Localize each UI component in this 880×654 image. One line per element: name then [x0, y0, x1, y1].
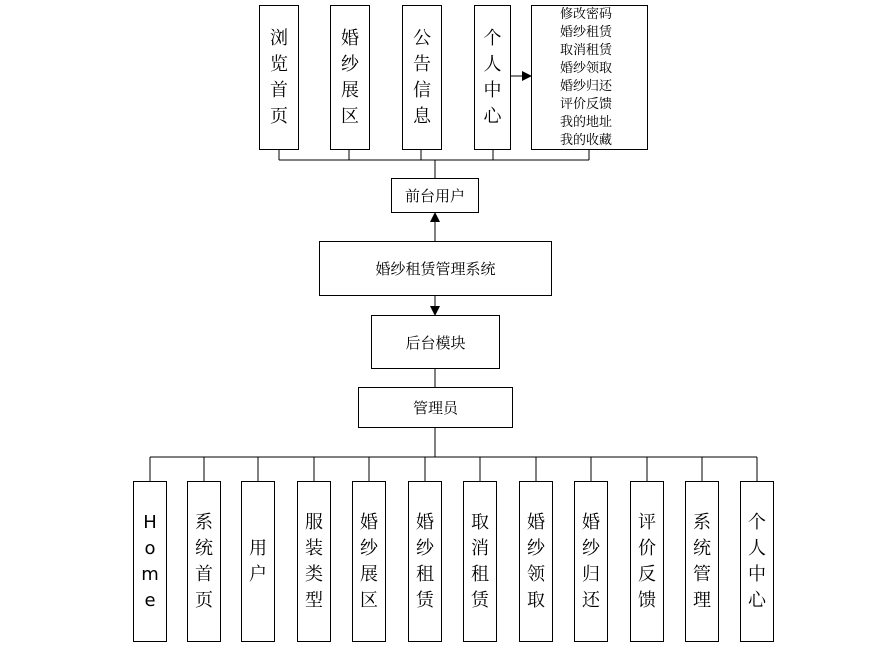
admin-label: 管理员 [412, 399, 458, 417]
backend-box [371, 315, 500, 369]
module-label: 系 统 管 理 [693, 511, 711, 611]
system-label: 婚纱租赁管理系统 [375, 260, 496, 278]
admin-module-user [241, 481, 275, 642]
admin-module-clothing-type [297, 481, 331, 642]
module-label: 系 统 首 页 [195, 511, 213, 611]
admin-box [358, 387, 513, 428]
admin-module-home [133, 481, 167, 642]
admin-module-dress-pickup [519, 481, 553, 642]
personal-center-item: 修改密码 [560, 7, 613, 22]
module-label: 用 户 [249, 537, 267, 585]
front-user-box [391, 178, 479, 213]
admin-module-system-home [187, 481, 221, 642]
admin-module-dress-rental [408, 481, 442, 642]
module-label: 婚 纱 展 区 [341, 27, 359, 127]
module-announcement [402, 5, 442, 150]
front-user-label: 前台用户 [404, 187, 465, 205]
personal-center-item: 我的收藏 [560, 133, 613, 148]
admin-module-dress-showcase [352, 481, 386, 642]
module-label: 服 装 类 型 [305, 511, 323, 611]
module-personal-center [474, 5, 511, 150]
module-browse-home [259, 5, 299, 150]
module-label: 个 人 中 心 [748, 511, 766, 611]
personal-center-item: 婚纱归还 [560, 79, 613, 94]
admin-module-personal-center [740, 481, 774, 642]
personal-center-item: 婚纱租赁 [560, 25, 613, 40]
module-label: 婚 纱 归 还 [582, 511, 600, 611]
personal-center-item: 婚纱领取 [560, 61, 613, 76]
module-label: 浏 览 首 页 [270, 27, 288, 127]
admin-module-review-feedback [630, 481, 664, 642]
admin-module-dress-return [574, 481, 608, 642]
personal-center-item-list [531, 5, 648, 150]
module-label: 评 价 反 馈 [638, 511, 656, 611]
personal-center-item: 取消租赁 [560, 43, 613, 58]
backend-label: 后台模块 [405, 333, 466, 352]
module-label: 个 人 中 心 [483, 27, 502, 127]
personal-center-item: 评价反馈 [560, 97, 613, 112]
system-box [319, 241, 552, 296]
module-label: 婚 纱 展 区 [360, 511, 378, 611]
admin-module-cancel-rental [463, 481, 497, 642]
module-label: 婚 纱 租 赁 [416, 511, 434, 611]
personal-center-item: 我的地址 [560, 115, 613, 130]
module-label: H o m e [141, 511, 159, 611]
module-label: 取 消 租 赁 [471, 511, 489, 611]
admin-module-system-management [685, 481, 719, 642]
module-dress-showcase [330, 5, 370, 150]
module-label: 公 告 信 息 [413, 27, 431, 127]
module-label: 婚 纱 领 取 [527, 511, 545, 611]
